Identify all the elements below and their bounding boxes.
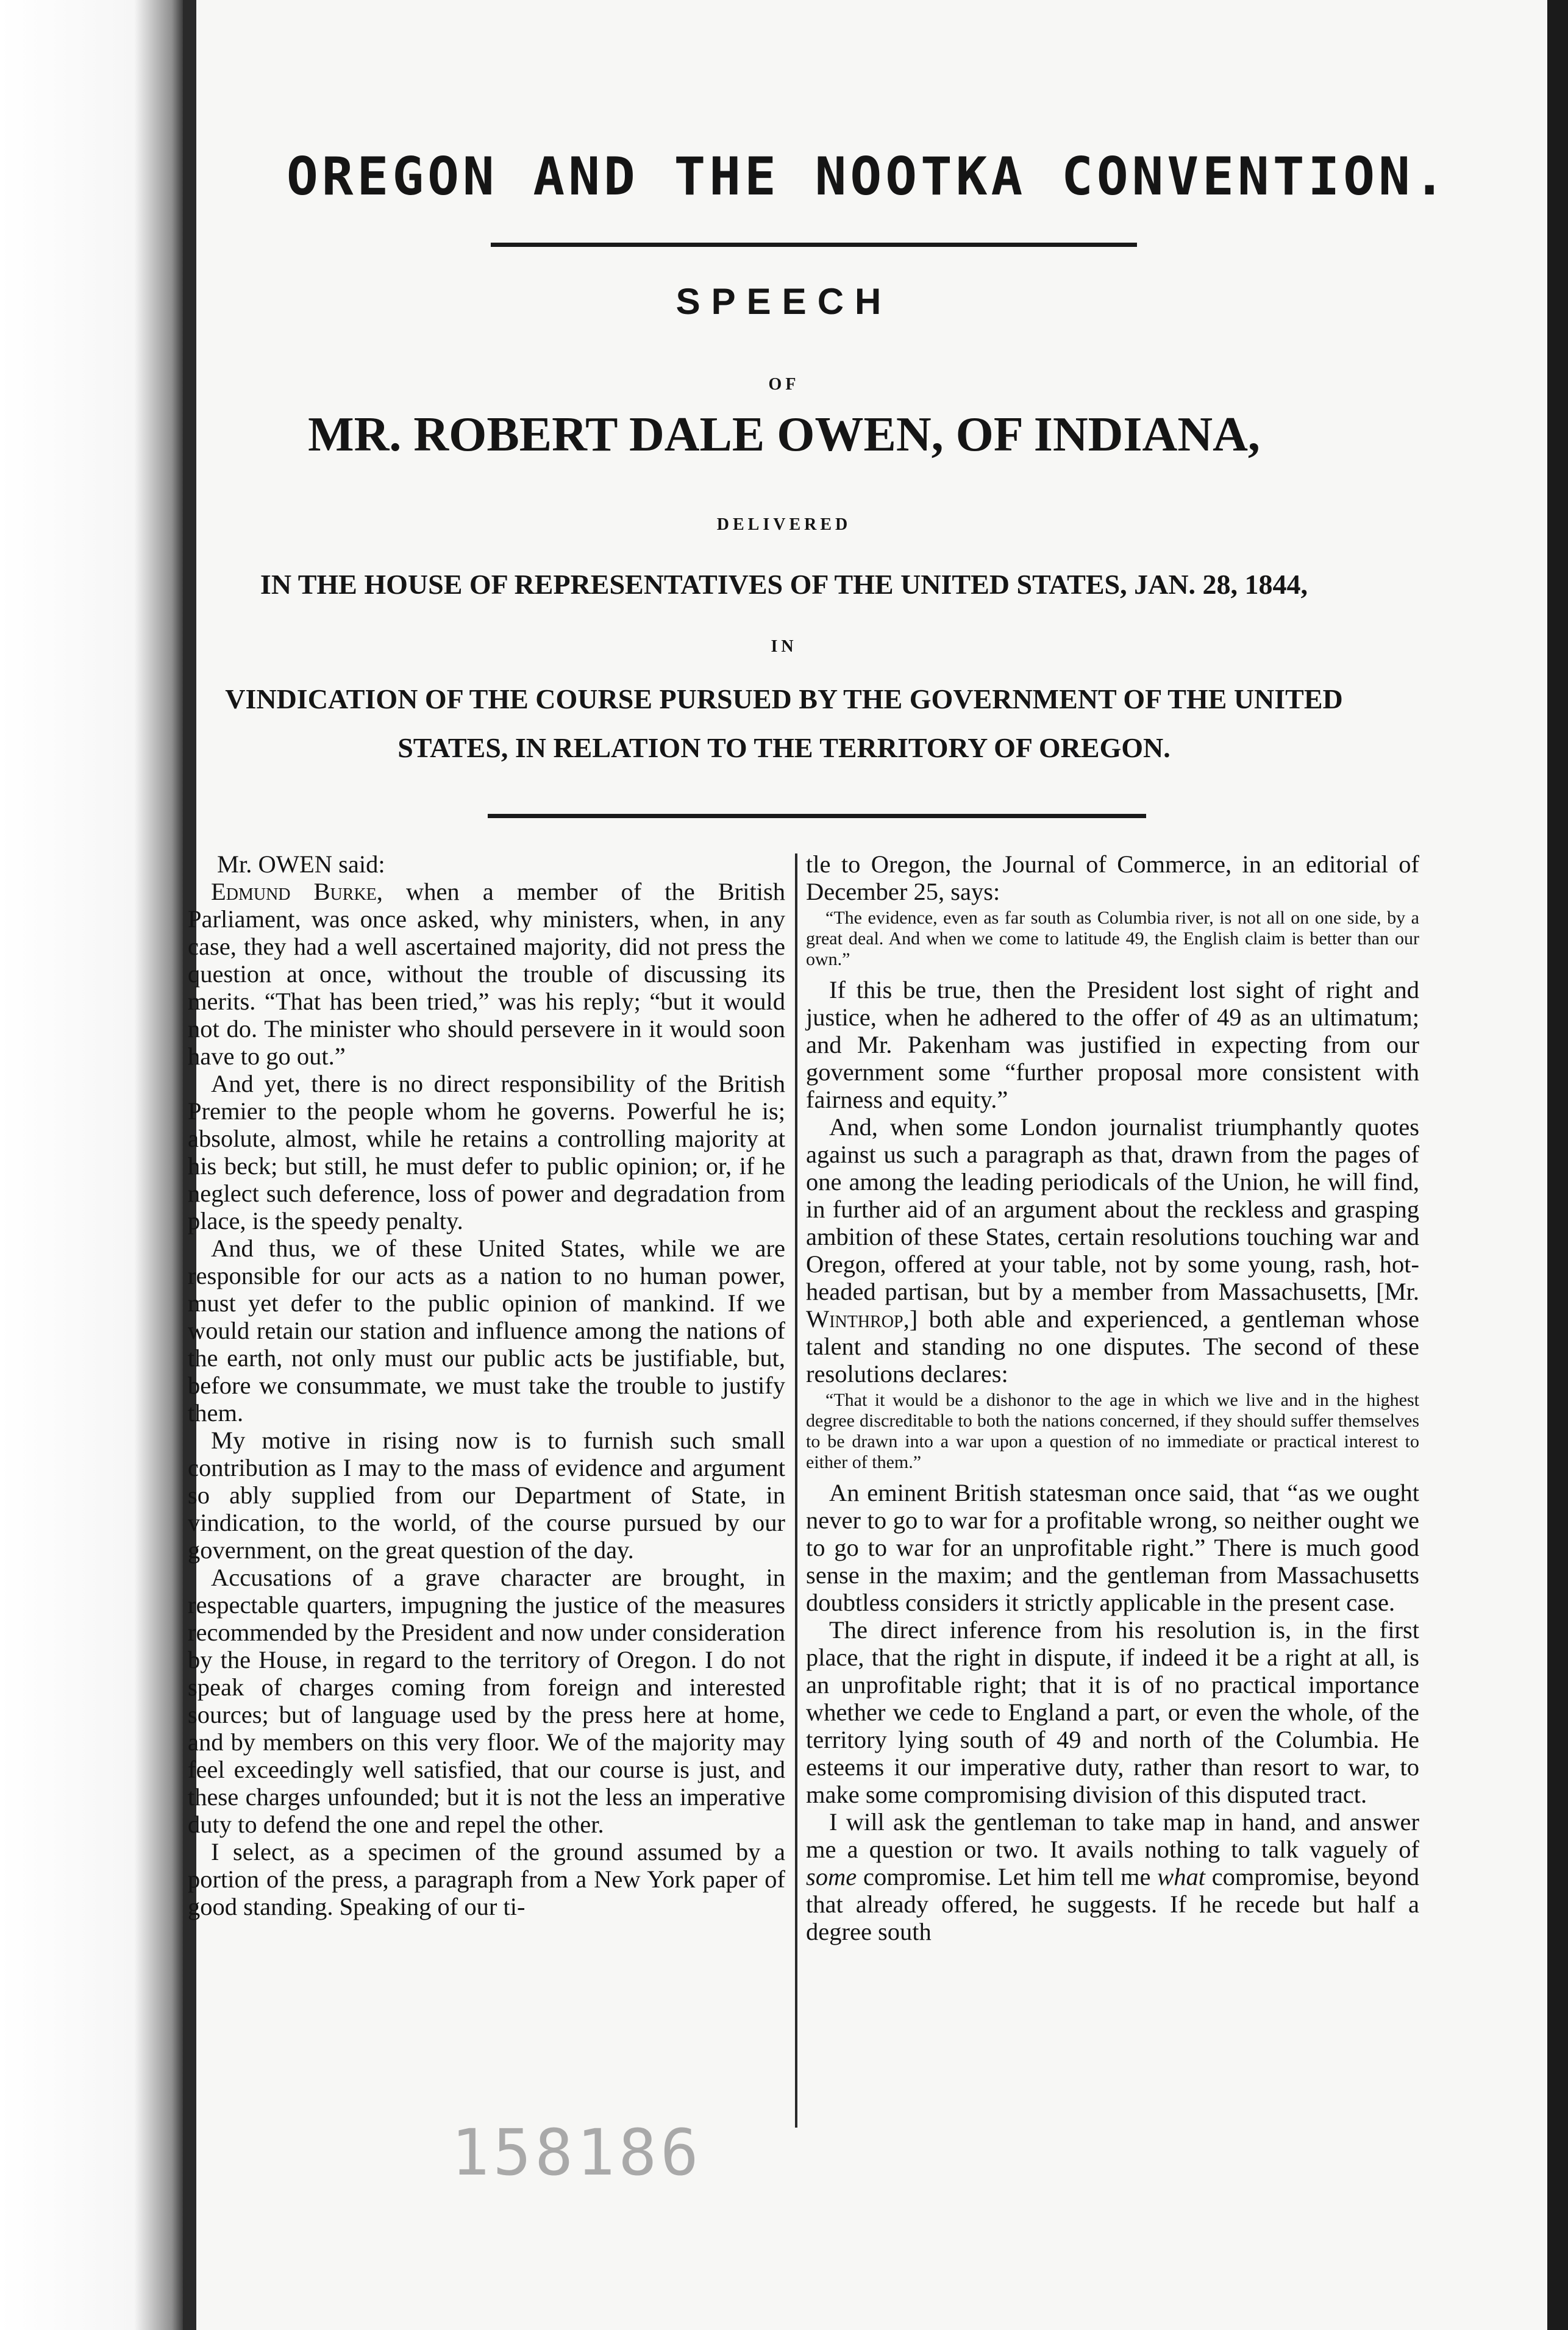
paragraph: An eminent British statesman once said, that “as we ought never to go to war for a profitable wrong, so neither ought we to go to war for an unprofitable right.” There is much good sense in the maxim; and the gentleman from Massachusetts doubtless considers it strictly applicable in the present case. bbox=[806, 1479, 1419, 1616]
emphasis: what bbox=[1157, 1863, 1205, 1890]
speaker-intro: Mr. OWEN said: bbox=[217, 850, 385, 878]
document-title: OREGON AND THE NOOTKA CONVENTION. bbox=[287, 146, 1449, 207]
paragraph: And thus, we of these United States, while we are responsible for our acts as a nation to no human power, must yet defer to the public opinion of mankind. If we would retain our station and influence among the nations of the earth, not only must our public acts be justifiable, but, before we consummate, we must take the trouble to justify them. bbox=[188, 1234, 785, 1427]
right-column bbox=[806, 850, 1419, 1945]
left-column bbox=[188, 850, 785, 1920]
paragraph: And, when some London journalist triumphantly quotes against us such a paragraph as that, drawn from the pages of one among the leading periodicals of the Union, he will find, in further aid of an argument about the reckless and grasping ambition of these States, certain resolutions touching war and Oregon, offered at your table, not by some young, rash, hot-headed partisan, but by a member from Massachusetts, [Mr. Winthrop,] both able and experienced, a gentleman whose talent and standing no one disputes. The second of these resolutions declares: bbox=[806, 1113, 1419, 1388]
column-divider bbox=[795, 853, 797, 2128]
delivered-label: DELIVERED bbox=[716, 515, 852, 534]
of-label: OF bbox=[768, 375, 800, 394]
emphasis: some bbox=[806, 1863, 857, 1890]
library-stamp-number: 158186 bbox=[451, 2115, 702, 2190]
paragraph: If this be true, then the President lost sight of right and justice, when he adhered to the offer of 49 as an ultimatum; and Mr. Pakenham was justified in expecting from our government some “further proposal more consistent with fairness and equity.” bbox=[806, 976, 1419, 1113]
person-name: Winthrop bbox=[806, 1305, 903, 1333]
venue-line: IN THE HOUSE OF REPRESENTATIVES OF THE UNITED STATES, JAN. 28, 1844, bbox=[260, 569, 1308, 600]
block-quote: “The evidence, even as far south as Columbia river, is not all on one side, by a great deal. And when we come to latitude 49, the English claim is better than our own.” bbox=[806, 908, 1419, 969]
speaker-name: MR. ROBERT DALE OWEN, OF INDIANA, bbox=[308, 408, 1260, 461]
paragraph: Edmund Burke, when a member of the British Parliament, was once asked, why ministers, when, in any case, they had a well ascertained majority, did not press the question at once, without the trouble of discussing its merits. “That has been tried,” was his reply; “but it would not do. The minister who should persevere in it would soon have to go out.” bbox=[188, 878, 785, 1070]
title-rule bbox=[491, 243, 1137, 247]
subject-line-1: VINDICATION OF THE COURSE PURSUED BY THE GOVERNMENT OF THE UNITED bbox=[225, 683, 1343, 714]
paragraph: The direct inference from his resolution is, in the first place, that the right in dispute, if indeed it be a right at all, is an unprofitable right; that it is of no practical importance whether we cede to England a part, or even the whole, of the territory lying south of 49 and north of the Columbia. He esteems it our imperative duty, rather than resort to war, to make some compromising division of this disputed tract. bbox=[806, 1616, 1419, 1808]
subject-line-2: STATES, IN RELATION TO THE TERRITORY OF OREGON. bbox=[397, 732, 1171, 763]
paragraph: tle to Oregon, the Journal of Commerce, in an editorial of December 25, says: bbox=[806, 850, 1419, 905]
paragraph: And yet, there is no direct responsibility of the British Premier to the people whom he governs. Powerful he is; absolute, almost, while he retains a controlling majority at his beck; but still, he must defer to public opinion; or, if he neglect such deference, loss of power and degradation from place, is the speedy penalty. bbox=[188, 1070, 785, 1234]
header-rule bbox=[488, 814, 1146, 818]
in-label: IN bbox=[771, 637, 797, 656]
page-edge bbox=[1547, 0, 1568, 2330]
paragraph: I select, as a specimen of the ground assumed by a portion of the press, a paragraph from a New York paper of good standing. Speaking of our ti- bbox=[188, 1838, 785, 1920]
paragraph: My motive in rising now is to furnish such small contribution as I may to the mass of evidence and argument so ably supplied from our Department of State, in vindication, to the world, of the course pursued by our government, on the great question of the day. bbox=[188, 1427, 785, 1564]
block-quote: “That it would be a dishonor to the age in which we live and in the highest degree discreditable to both the nations concerned, if they should suffer themselves to be drawn into a war upon a question of no immediate or practical interest to either of them.” bbox=[806, 1390, 1419, 1472]
person-name: Edmund Burke bbox=[211, 878, 377, 905]
speech-heading: SPEECH bbox=[675, 281, 893, 322]
page-gutter bbox=[0, 0, 183, 2330]
paragraph: I will ask the gentleman to take map in hand, and answer me a question or two. It avails nothing to talk vaguely of some compromise. Let him tell me what compromise, beyond that already offered, he suggests. If he recede but half a degree south bbox=[806, 1808, 1420, 1945]
paragraph: Accusations of a grave character are brought, in respectable quarters, impugning the justice of the measures recommended by the President and now under consideration by the House, in regard to the territory of Oregon. I do not speak of charges coming from foreign and interested sources; but of language used by the press here at home, and by members on this very floor. We of the majority may feel exceedingly well satisfied, that our course is just, and these charges unfounded; but it is not the less an imperative duty to defend the one and repel the other. bbox=[188, 1564, 785, 1838]
